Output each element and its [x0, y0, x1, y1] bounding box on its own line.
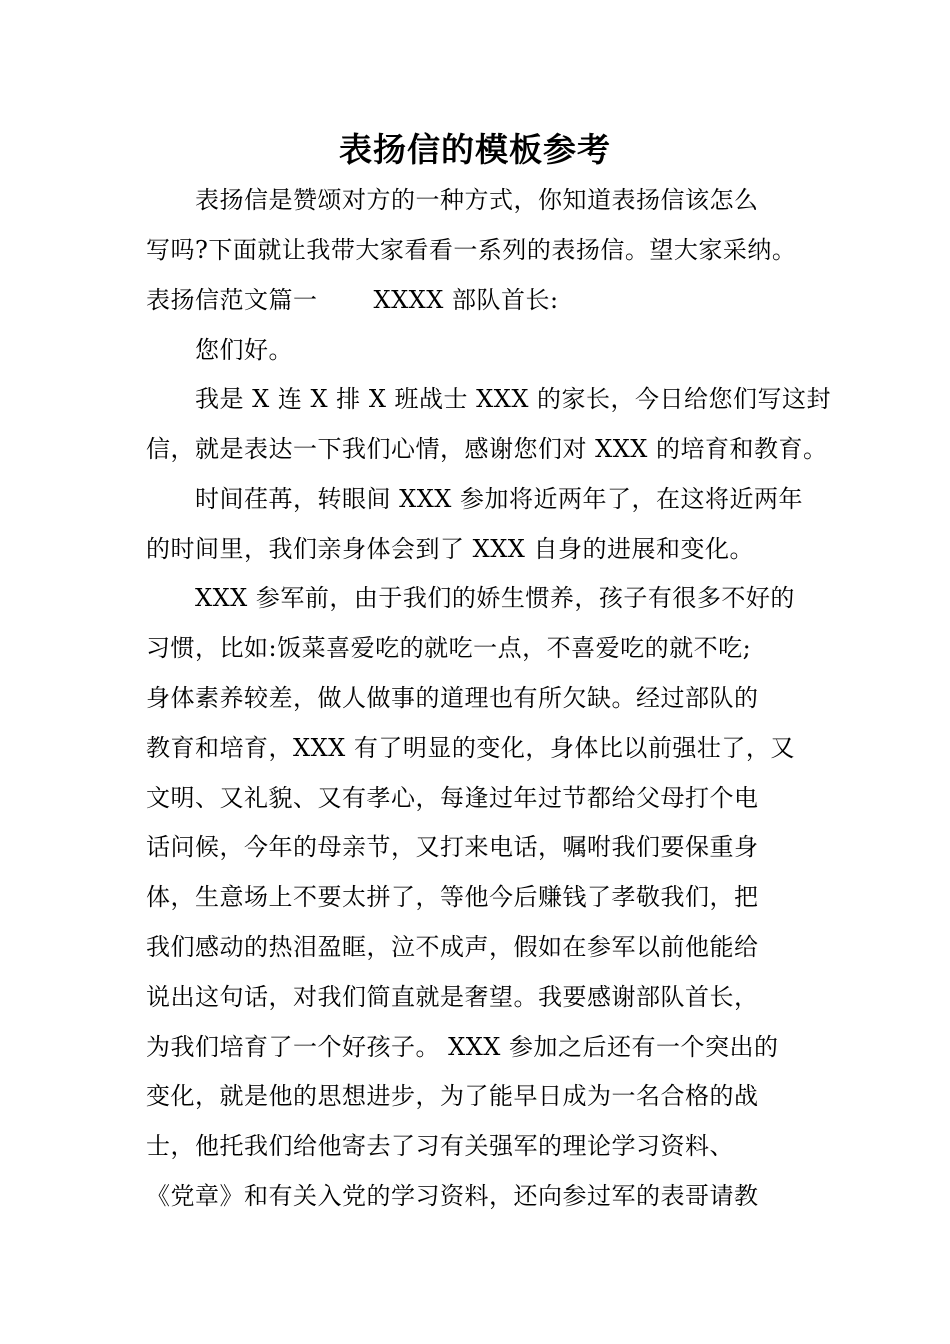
paragraph-line: 说出这句话，对我们简直就是奢望。我要感谢部队首长，	[146, 983, 759, 1011]
paragraph-line: 信，就是表达一下我们心情，感谢您们对 XXX 的培育和教育。	[146, 435, 828, 463]
paragraph-line: 《党章》和有关入党的学习资料，还向参过军的表哥请教	[146, 1182, 759, 1210]
salutation: XXXX 部队首长:	[373, 286, 559, 314]
paragraph-line: 写吗?下面就让我带大家看看一系列的表扬信。望大家采纳。	[146, 236, 797, 264]
paragraph-line: 时间荏苒，转眼间 XXX 参加将近两年了，在这将近两年	[195, 485, 804, 513]
paragraph-line: 我们感动的热泪盈眶，泣不成声，假如在参军以前他能给	[146, 933, 759, 961]
section-heading: 表扬信范文篇一	[146, 286, 318, 314]
paragraph-line: 教育和培育，XXX 有了明显的变化，身体比以前强壮了，又	[146, 734, 795, 762]
paragraph-line: 体，生意场上不要太拼了，等他今后赚钱了孝敬我们，把	[146, 883, 759, 911]
paragraph-line: 为我们培育了一个好孩子。 XXX 参加之后还有一个突出的	[146, 1033, 779, 1061]
paragraph-line: 文明、又礼貌、又有孝心，每逢过年过节都给父母打个电	[146, 784, 759, 812]
paragraph-line: 表扬信是赞颂对方的一种方式，你知道表扬信该怎么	[195, 186, 759, 214]
paragraph-line: 身体素养较差，做人做事的道理也有所欠缺。经过部队的	[146, 684, 759, 712]
paragraph-line-group	[146, 282, 559, 318]
paragraph-line: 的时间里，我们亲身体会到了 XXX 自身的进展和变化。	[146, 535, 755, 563]
paragraph-line: 士，他托我们给他寄去了习有关强军的理论学习资料、	[146, 1132, 734, 1160]
paragraph-line: 我是 X 连 X 排 X 班战士 XXX 的家长，今日给您们写这封	[195, 385, 832, 413]
document-title: 表扬信的模板参考	[339, 130, 611, 169]
greeting-line: 您们好。	[195, 336, 293, 364]
paragraph-line: 变化，就是他的思想进步，为了能早日成为一名合格的战	[146, 1082, 759, 1110]
paragraph-line: 话问候，今年的母亲节，又打来电话，嘱咐我们要保重身	[146, 833, 759, 861]
paragraph-line: 习惯，比如:饭菜喜爱吃的就吃一点，不喜爱吃的就不吃;	[146, 634, 752, 662]
paragraph-line: XXX 参军前，由于我们的娇生惯养，孩子有很多不好的	[195, 584, 795, 612]
